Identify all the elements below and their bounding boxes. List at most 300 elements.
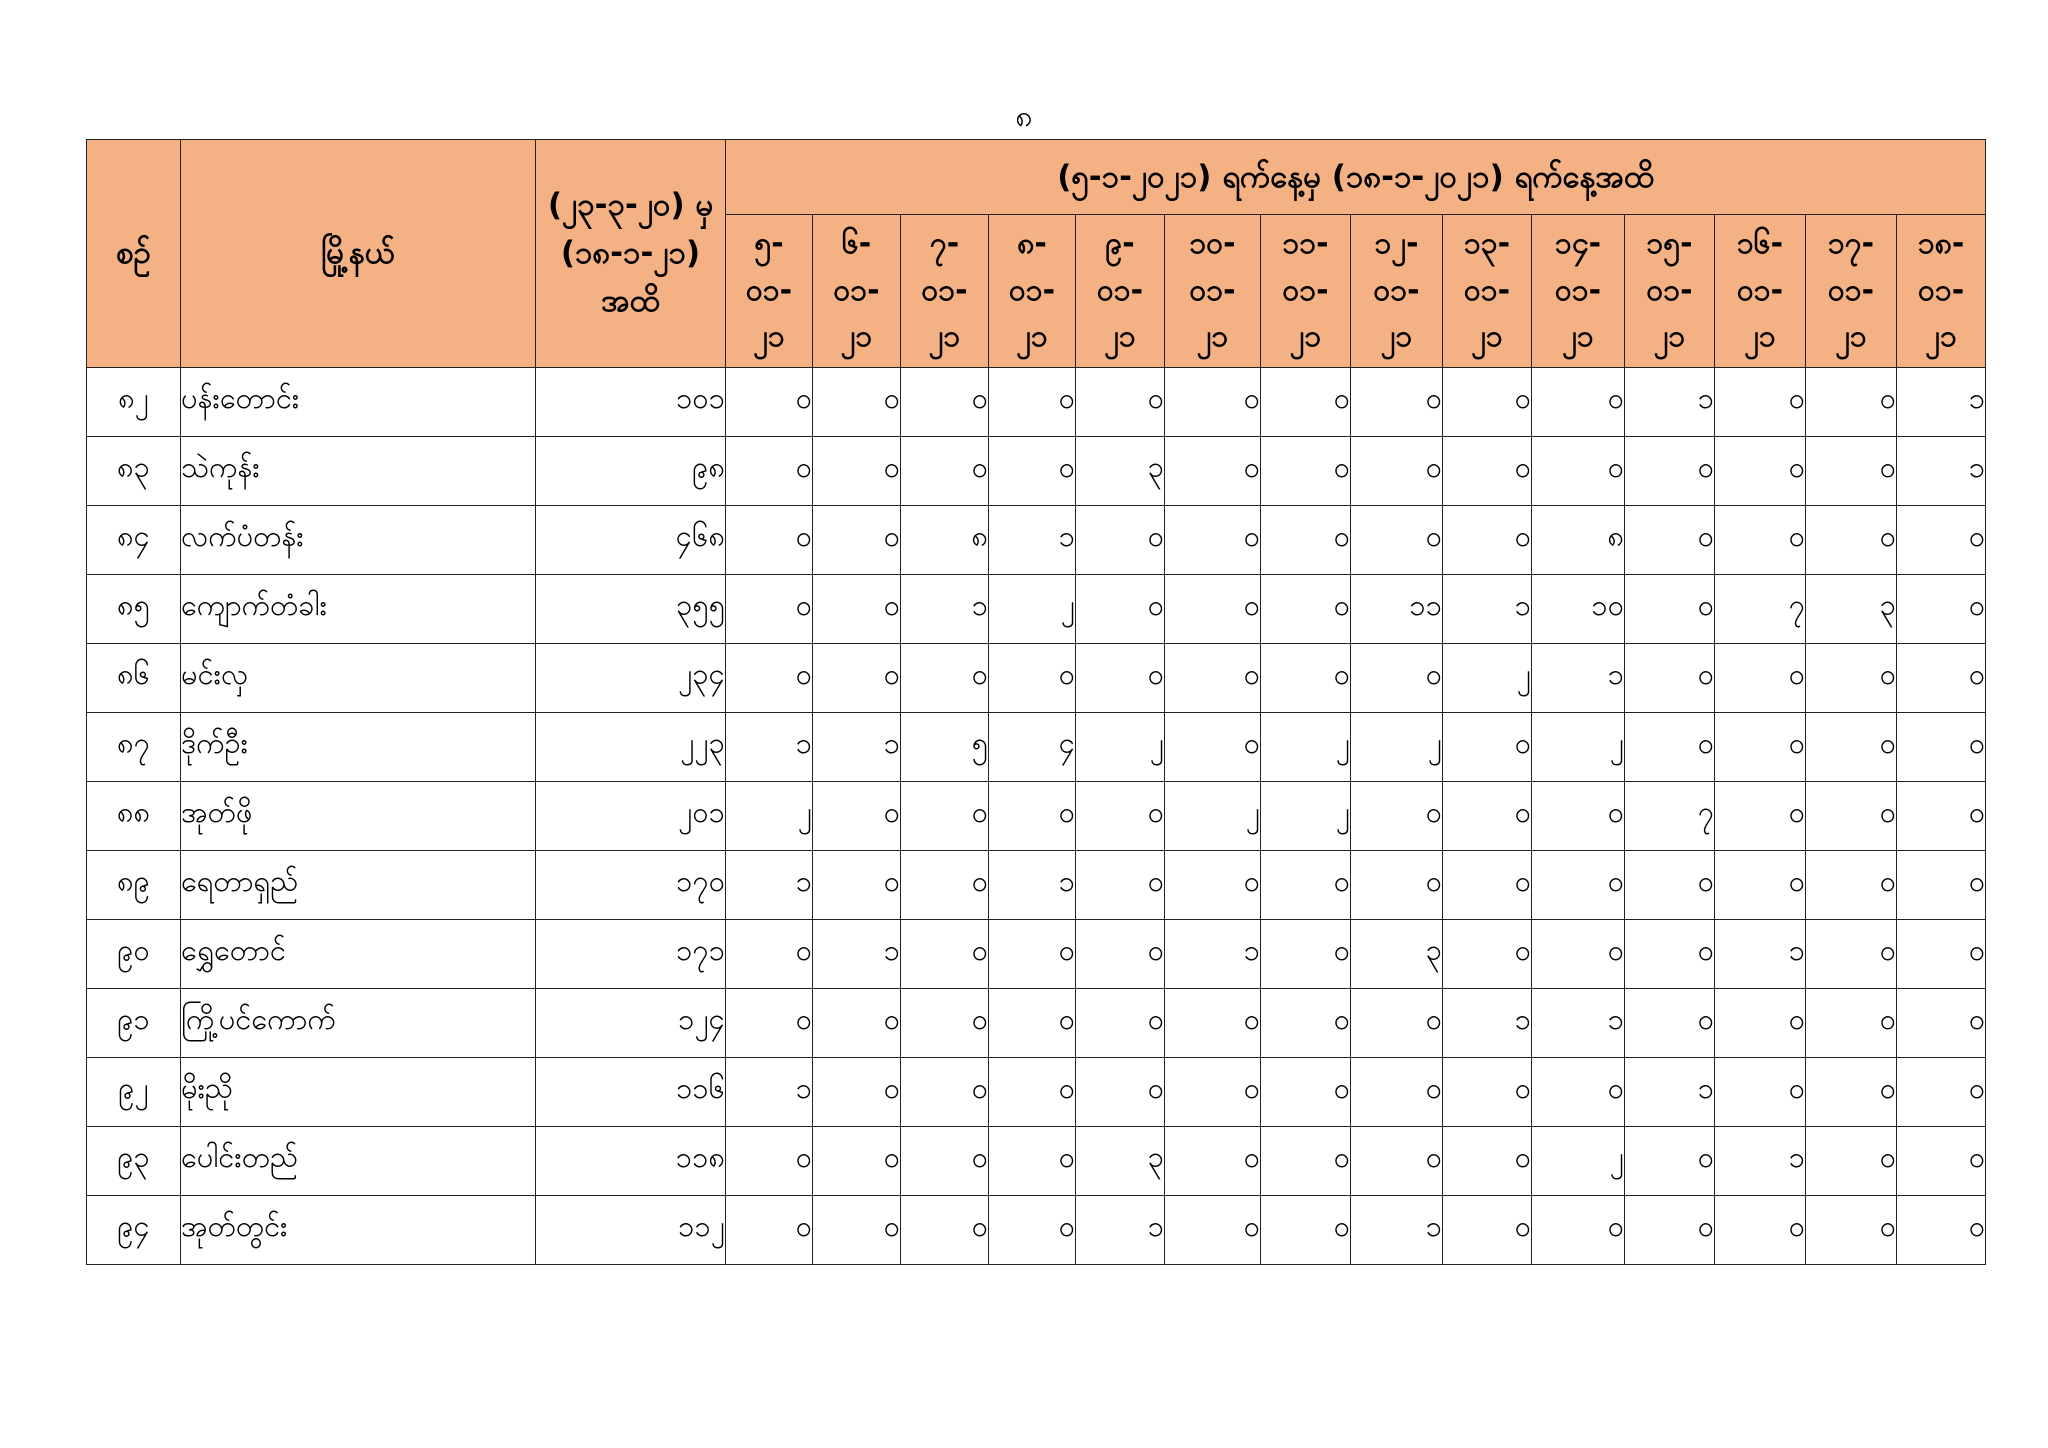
daily-count-cell: ၀ (813, 643, 901, 712)
daily-count-cell: ၀ (813, 781, 901, 850)
daily-count-cell: ၀ (901, 850, 989, 919)
daily-count-cell: ၁ (1532, 643, 1625, 712)
daily-count-cell: ၁ (813, 712, 901, 781)
daily-count-cell: ၀ (1076, 919, 1165, 988)
daily-count-cell: ၀ (1261, 988, 1351, 1057)
daily-count-cell: ၀ (901, 1057, 989, 1126)
date-header-part: ၀၁- (1008, 272, 1056, 308)
township-header: မြို့နယ် (181, 140, 536, 368)
daily-count-cell: ၀ (989, 1126, 1076, 1195)
daily-count-cell: ၀ (1261, 850, 1351, 919)
date-header (1532, 215, 1625, 368)
date-header-part: ၂၁ (1744, 319, 1776, 354)
date-header-part: ၁၃- (1463, 226, 1511, 261)
page-number: ၈ (1015, 99, 1033, 134)
daily-count-cell: ၇ (1625, 781, 1715, 850)
date-header (1165, 215, 1261, 368)
serial-header: စဉ် (87, 140, 181, 368)
cumulative-total-cell: ၉၈ (536, 436, 726, 505)
daily-count-cell: ၁ (1443, 574, 1532, 643)
daily-count-cell: ၀ (1625, 988, 1715, 1057)
daily-count-cell: ၀ (989, 1057, 1076, 1126)
date-header-part: ၀၁- (1282, 272, 1329, 308)
daily-count-cell: ၀ (1715, 712, 1806, 781)
date-header (1897, 215, 1986, 368)
daily-count-cell: ၀ (1625, 1126, 1715, 1195)
date-header-part: ၂၁ (1104, 319, 1136, 354)
daily-count-cell: ၀ (1165, 505, 1261, 574)
date-header-part: ၂၁ (1835, 319, 1867, 354)
daily-count-cell: ၁ (726, 850, 813, 919)
table-row (87, 1126, 1986, 1195)
township-cell: ကြို့ပင်ကောက် (181, 988, 536, 1057)
daily-count-cell: ၁ (726, 1057, 813, 1126)
serial-cell: ၉၁ (87, 988, 181, 1057)
daily-count-cell: ၀ (1625, 436, 1715, 505)
cumulative-total-cell: ၃၅၅ (536, 574, 726, 643)
date-header-part: ၁၀- (1189, 226, 1236, 261)
daily-count-cell: ၀ (1165, 643, 1261, 712)
daily-count-cell: ၀ (1897, 505, 1986, 574)
daily-count-cell: ၀ (1806, 850, 1897, 919)
table-row (87, 712, 1986, 781)
daily-count-cell: ၀ (1261, 1195, 1351, 1264)
date-header-part: ၂၁ (1471, 319, 1503, 354)
daily-count-cell: ၀ (1443, 919, 1532, 988)
daily-count-cell: ၀ (1806, 436, 1897, 505)
daily-count-cell: ၀ (1443, 850, 1532, 919)
daily-count-cell: ၀ (1625, 712, 1715, 781)
daily-count-cell: ၁ (1897, 367, 1986, 436)
daily-count-cell: ၀ (1351, 367, 1443, 436)
daily-count-cell: ၀ (1351, 1126, 1443, 1195)
daily-count-cell: ၂ (726, 781, 813, 850)
daily-count-cell: ၀ (1532, 367, 1625, 436)
date-header-part: ၀၁- (1917, 272, 1965, 308)
township-cell: ပေါင်းတည် (181, 1126, 536, 1195)
daily-count-cell: ၀ (1443, 1126, 1532, 1195)
daily-count-cell: ၀ (1715, 850, 1806, 919)
daily-count-cell: ၀ (1076, 781, 1165, 850)
daily-count-cell: ၀ (1625, 919, 1715, 988)
table-row (87, 643, 1986, 712)
daily-count-cell: ၀ (726, 919, 813, 988)
daily-count-cell: ၀ (1443, 781, 1532, 850)
date-header-part: ၀၁- (1096, 272, 1144, 308)
daily-count-cell: ၀ (1165, 1057, 1261, 1126)
daily-count-cell: ၀ (1076, 850, 1165, 919)
date-header-part: ၀၁- (745, 272, 793, 308)
daily-count-cell: ၀ (1625, 574, 1715, 643)
date-header-part: ၂၁ (753, 319, 785, 354)
cumulative-total-cell: ၂၂၃ (536, 712, 726, 781)
cumulative-total-cell: ၂၀၁ (536, 781, 726, 850)
daily-count-cell: ၀ (1715, 988, 1806, 1057)
township-cell: ရွှေတောင် (181, 919, 536, 988)
cumulative-total-cell: ၁၇၀ (536, 850, 726, 919)
daily-count-cell: ၀ (901, 643, 989, 712)
township-cell: ပန်းတောင်း (181, 367, 536, 436)
daily-count-cell: ၀ (1351, 850, 1443, 919)
daily-count-cell: ၀ (989, 1195, 1076, 1264)
daily-count-cell: ၀ (726, 1195, 813, 1264)
serial-cell: ၉၂ (87, 1057, 181, 1126)
serial-cell: ၈၄ (87, 505, 181, 574)
date-header-part: ၁၄- (1554, 226, 1602, 261)
daily-count-cell: ၀ (1165, 850, 1261, 919)
daily-count-cell: ၀ (1715, 643, 1806, 712)
serial-cell: ၈၉ (87, 850, 181, 919)
daily-count-cell: ၀ (726, 574, 813, 643)
daily-count-cell: ၀ (1625, 643, 1715, 712)
daily-count-cell: ၁ (1165, 919, 1261, 988)
daily-count-cell: ၀ (1076, 988, 1165, 1057)
daily-count-cell: ၁ (813, 919, 901, 988)
daily-count-cell: ၀ (813, 1126, 901, 1195)
serial-cell: ၈၇ (87, 712, 181, 781)
daily-count-cell: ၀ (1715, 505, 1806, 574)
daily-count-cell: ၀ (1261, 505, 1351, 574)
daily-count-cell: ၁ (1443, 988, 1532, 1057)
daily-count-cell: ၀ (989, 367, 1076, 436)
date-header-part: ၂၁ (1653, 319, 1686, 354)
date-header (1806, 215, 1897, 368)
daily-count-cell: ၂ (1261, 712, 1351, 781)
cumulative-total-cell: ၁၂၄ (536, 988, 726, 1057)
daily-count-cell: ၀ (1897, 1195, 1986, 1264)
cumulative-total-cell: ၁၀၁ (536, 367, 726, 436)
daily-count-cell: ၈ (1532, 505, 1625, 574)
daily-count-cell: ၁ (1715, 1126, 1806, 1195)
table-row (87, 919, 1986, 988)
daily-count-cell: ၀ (1261, 1057, 1351, 1126)
daily-count-cell: ၀ (1806, 1126, 1897, 1195)
daily-count-cell: ၀ (1715, 781, 1806, 850)
daily-count-cell: ၂ (1076, 712, 1165, 781)
daily-count-cell: ၃ (1076, 436, 1165, 505)
daily-count-cell: ၀ (726, 643, 813, 712)
daily-count-cell: ၀ (901, 988, 989, 1057)
cumulative-header-line-2: (၁၈-၁-၂၁) (560, 235, 701, 272)
date-header (1443, 215, 1532, 368)
daily-count-cell: ၀ (989, 781, 1076, 850)
cumulative-total-cell: ၁၇၁ (536, 919, 726, 988)
daily-count-cell: ၂ (1532, 1126, 1625, 1195)
daily-count-cell: ၀ (1897, 643, 1986, 712)
table-body (87, 367, 1986, 1264)
cumulative-total-cell: ၁၁၂ (536, 1195, 726, 1264)
date-header-part: ၀၁- (1827, 272, 1875, 308)
period-header: (၅-၁-၂၀၂၁) ရက်နေ့မှ (၁၈-၁-၂၀၂၁) ရက်နေ့အထိ (726, 140, 1986, 215)
cumulative-header-line-3: အထိ (601, 283, 660, 320)
date-header-part: ၁၁- (1282, 226, 1329, 261)
daily-count-cell: ၀ (813, 1057, 901, 1126)
table-row (87, 367, 1986, 436)
daily-count-cell: ၀ (1625, 1195, 1715, 1264)
date-header-part: ၁၅- (1646, 226, 1693, 261)
date-header-part: ၀၁- (1646, 272, 1693, 308)
township-cell: ကျောက်တံခါး (181, 574, 536, 643)
date-header-part: ၁၆- (1736, 226, 1784, 261)
daily-count-cell: ၁ (1625, 1057, 1715, 1126)
daily-count-cell: ၀ (1443, 505, 1532, 574)
daily-count-cell: ၀ (1165, 367, 1261, 436)
daily-count-cell: ၀ (1351, 505, 1443, 574)
daily-count-cell: ၀ (1806, 643, 1897, 712)
daily-count-cell: ၀ (1443, 1057, 1532, 1126)
daily-count-cell: ၀ (1806, 1057, 1897, 1126)
serial-cell: ၈၂ (87, 367, 181, 436)
daily-count-cell: ၀ (1165, 1126, 1261, 1195)
daily-count-cell: ၀ (1261, 367, 1351, 436)
daily-count-cell: ၀ (1715, 367, 1806, 436)
daily-count-cell: ၀ (1715, 1195, 1806, 1264)
date-header-part: ၀၁- (1463, 272, 1511, 308)
daily-count-cell: ၃ (1076, 1126, 1165, 1195)
daily-count-cell: ၂ (1261, 781, 1351, 850)
date-header-part: ၁၈- (1917, 226, 1965, 261)
daily-count-cell: ၂ (1165, 781, 1261, 850)
daily-count-cell: ၀ (1351, 436, 1443, 505)
date-header-part: ၆- (841, 226, 872, 261)
daily-count-cell: ၀ (989, 988, 1076, 1057)
table-row (87, 436, 1986, 505)
date-header (1625, 215, 1715, 368)
table-row (87, 574, 1986, 643)
township-cell: မိုးညို (181, 1057, 536, 1126)
date-header-part: ၂၁ (1562, 319, 1594, 354)
daily-count-cell: ၀ (1076, 505, 1165, 574)
daily-count-cell: ၁ (1351, 1195, 1443, 1264)
daily-count-cell: ၀ (989, 643, 1076, 712)
daily-count-cell: ၁ (901, 574, 989, 643)
serial-cell: ၈၈ (87, 781, 181, 850)
cumulative-total-cell: ၁၁၈ (536, 1126, 726, 1195)
daily-count-cell: ၀ (813, 367, 901, 436)
daily-count-cell: ၀ (1715, 1057, 1806, 1126)
daily-count-cell: ၀ (1165, 1195, 1261, 1264)
daily-count-cell: ၀ (1443, 436, 1532, 505)
date-header-part: ၀၁- (1189, 272, 1236, 308)
daily-count-cell: ၀ (1897, 850, 1986, 919)
daily-count-cell: ၀ (1532, 781, 1625, 850)
date-header-part: ၂၁ (840, 319, 873, 354)
date-header-part: ၂၁ (928, 319, 961, 354)
daily-count-cell: ၀ (989, 919, 1076, 988)
serial-cell: ၉၄ (87, 1195, 181, 1264)
daily-count-cell: ၀ (726, 1126, 813, 1195)
date-header-part: ၂၁ (1925, 319, 1957, 354)
date-header (901, 215, 989, 368)
daily-count-cell: ၀ (1165, 436, 1261, 505)
daily-count-cell: ၃ (1351, 919, 1443, 988)
daily-count-cell: ၅ (901, 712, 989, 781)
date-header-part: ၁၇- (1827, 226, 1875, 261)
daily-count-cell: ၀ (1165, 988, 1261, 1057)
table-row (87, 781, 1986, 850)
daily-count-cell: ၀ (1261, 574, 1351, 643)
date-header-part: ၀၁- (833, 272, 880, 308)
daily-count-cell: ၀ (901, 919, 989, 988)
daily-count-cell: ၀ (813, 988, 901, 1057)
daily-count-cell: ၀ (813, 574, 901, 643)
date-header (1261, 215, 1351, 368)
daily-count-cell: ၀ (1806, 367, 1897, 436)
daily-count-cell: ၀ (1532, 1195, 1625, 1264)
daily-count-cell: ၀ (901, 1195, 989, 1264)
date-header (1715, 215, 1806, 368)
daily-count-cell: ၀ (1806, 1195, 1897, 1264)
date-header-part: ၁၂- (1374, 226, 1419, 261)
daily-count-cell: ၀ (1351, 643, 1443, 712)
covid-cases-table (86, 139, 1986, 1265)
cumulative-header (536, 140, 726, 368)
date-header (989, 215, 1076, 368)
daily-count-cell: ၀ (726, 367, 813, 436)
daily-count-cell: ၁၀ (1532, 574, 1625, 643)
table-row (87, 1057, 1986, 1126)
township-cell: အုတ်ဖို (181, 781, 536, 850)
daily-count-cell: ၀ (1897, 1057, 1986, 1126)
table-row (87, 850, 1986, 919)
cumulative-total-cell: ၁၁၆ (536, 1057, 726, 1126)
daily-count-cell: ၀ (1261, 436, 1351, 505)
daily-count-cell: ၀ (1076, 1057, 1165, 1126)
daily-count-cell: ၀ (726, 505, 813, 574)
daily-count-cell: ၀ (1532, 436, 1625, 505)
daily-count-cell: ၀ (813, 850, 901, 919)
township-cell: ရေတာရှည် (181, 850, 536, 919)
date-header-part: ၀၁- (1554, 272, 1602, 308)
daily-count-cell: ၀ (1625, 505, 1715, 574)
date-header (1076, 215, 1165, 368)
daily-count-cell: ၀ (1443, 712, 1532, 781)
daily-count-cell: ၁ (1076, 1195, 1165, 1264)
township-cell: ဒိုက်ဦး (181, 712, 536, 781)
township-cell: အုတ်တွင်း (181, 1195, 536, 1264)
serial-cell: ၈၅ (87, 574, 181, 643)
daily-count-cell: ၀ (1443, 367, 1532, 436)
daily-count-cell: ၀ (726, 988, 813, 1057)
daily-count-cell: ၁၁ (1351, 574, 1443, 643)
daily-count-cell: ၃ (1806, 574, 1897, 643)
date-header-part: ၈- (1017, 226, 1047, 261)
daily-count-cell: ၁ (1715, 919, 1806, 988)
daily-count-cell: ၀ (1076, 574, 1165, 643)
daily-count-cell: ၀ (1351, 1057, 1443, 1126)
daily-count-cell: ၀ (1351, 781, 1443, 850)
township-cell: လက်ပံတန်း (181, 505, 536, 574)
daily-count-cell: ၀ (1625, 850, 1715, 919)
date-header-part: ၂၁ (1196, 319, 1229, 354)
cumulative-total-cell: ၄၆၈ (536, 505, 726, 574)
table-row (87, 1195, 1986, 1264)
date-header-part: ၀၁- (1736, 272, 1784, 308)
daily-count-cell: ၁ (989, 850, 1076, 919)
date-header-part: ၀၁- (1373, 272, 1420, 308)
daily-count-cell: ၀ (1261, 1126, 1351, 1195)
date-header (1351, 215, 1443, 368)
daily-count-cell: ၂ (989, 574, 1076, 643)
daily-count-cell: ၀ (1715, 436, 1806, 505)
daily-count-cell: ၀ (1165, 712, 1261, 781)
daily-count-cell: ၈ (901, 505, 989, 574)
daily-count-cell: ၀ (726, 436, 813, 505)
daily-count-cell: ၂ (1532, 712, 1625, 781)
daily-count-cell: ၀ (1897, 574, 1986, 643)
date-header-part: ၉- (1105, 226, 1135, 261)
daily-count-cell: ၀ (901, 1126, 989, 1195)
daily-count-cell: ၇ (1715, 574, 1806, 643)
date-header-part: ၇- (929, 226, 960, 261)
daily-count-cell: ၀ (1806, 988, 1897, 1057)
serial-cell: ၈၆ (87, 643, 181, 712)
daily-count-cell: ၁ (1532, 988, 1625, 1057)
daily-count-cell: ၀ (1076, 643, 1165, 712)
daily-count-cell: ၀ (1261, 643, 1351, 712)
serial-cell: ၈၃ (87, 436, 181, 505)
daily-count-cell: ၀ (1806, 712, 1897, 781)
serial-cell: ၉၀ (87, 919, 181, 988)
daily-count-cell: ၁ (989, 505, 1076, 574)
township-cell: သဲကုန်း (181, 436, 536, 505)
daily-count-cell: ၀ (1532, 919, 1625, 988)
daily-count-cell: ၀ (1806, 919, 1897, 988)
daily-count-cell: ၀ (813, 436, 901, 505)
table-row (87, 505, 1986, 574)
daily-count-cell: ၀ (1351, 988, 1443, 1057)
daily-count-cell: ၀ (813, 1195, 901, 1264)
date-header-part: ၅- (754, 226, 784, 261)
date-header-part: ၀၁- (921, 272, 968, 308)
daily-count-cell: ၀ (1532, 850, 1625, 919)
daily-count-cell: ၁ (1897, 436, 1986, 505)
cumulative-total-cell: ၂၃၄ (536, 643, 726, 712)
date-header (726, 215, 813, 368)
daily-count-cell: ၀ (1076, 367, 1165, 436)
daily-count-cell: ၀ (1532, 1057, 1625, 1126)
daily-count-cell: ၀ (989, 436, 1076, 505)
daily-count-cell: ၀ (1261, 919, 1351, 988)
daily-count-cell: ၀ (1806, 505, 1897, 574)
daily-count-cell: ၀ (1165, 574, 1261, 643)
daily-count-cell: ၂ (1351, 712, 1443, 781)
daily-count-cell: ၀ (901, 436, 989, 505)
daily-count-cell: ၄ (989, 712, 1076, 781)
date-header-part: ၂၁ (1016, 319, 1048, 354)
daily-count-cell: ၀ (1897, 1126, 1986, 1195)
daily-count-cell: ၀ (901, 367, 989, 436)
daily-count-cell: ၀ (1897, 712, 1986, 781)
cumulative-header-line-1: (၂၃-၃-၂၀) မှ (547, 187, 714, 224)
daily-count-cell: ၁ (1625, 367, 1715, 436)
daily-count-cell: ၀ (1897, 919, 1986, 988)
daily-count-cell: ၀ (1897, 781, 1986, 850)
date-header (813, 215, 901, 368)
daily-count-cell: ၀ (813, 505, 901, 574)
daily-count-cell: ၀ (1897, 988, 1986, 1057)
serial-cell: ၉၃ (87, 1126, 181, 1195)
table-row (87, 988, 1986, 1057)
township-cell: မင်းလှ (181, 643, 536, 712)
daily-count-cell: ၀ (1443, 1195, 1532, 1264)
date-header-part: ၂၁ (1380, 319, 1413, 354)
daily-count-cell: ၂ (1443, 643, 1532, 712)
daily-count-cell: ၀ (1806, 781, 1897, 850)
table-header (87, 140, 1986, 368)
daily-count-cell: ၀ (901, 781, 989, 850)
daily-count-cell: ၁ (726, 712, 813, 781)
